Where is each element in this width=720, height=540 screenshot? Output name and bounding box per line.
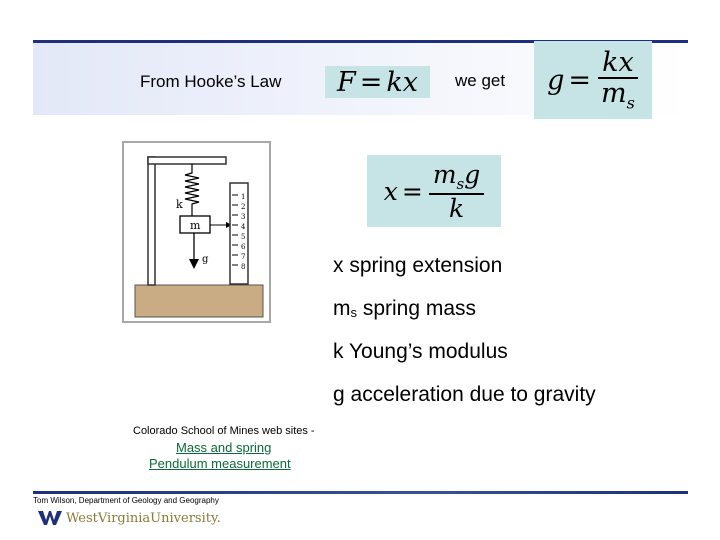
definition-ms [333,297,476,321]
support-post [148,157,155,285]
definition-ms-text: spring mass [357,297,477,320]
definition-g: g acceleration due to gravity [333,383,596,406]
x-equation [367,155,501,227]
source-credit-text: Colorado School of Mines web sites - [133,425,315,437]
equation-equals: = [359,66,383,98]
scale-tick-label: 5 [241,233,246,241]
scale-tick-label: 4 [241,223,246,231]
gravity-arrow-head [189,259,199,269]
equation-equals: = [401,176,423,206]
pendulum-measurement-link[interactable]: Pendulum measurement [149,456,291,471]
mass-subscript: s [626,93,635,113]
scale-tick-label: 1 [241,193,246,201]
scale-tick-label: 6 [241,243,246,251]
definition-k: k Young’s modulus [333,340,508,363]
fraction-denominator: k [448,193,465,223]
spring-coil [185,164,199,216]
mass-symbol: m [432,159,457,189]
ground-block [135,285,263,317]
definition-ms-subscript: s [350,305,357,320]
wv-flying-logo-icon [38,510,62,526]
equation-equals: = [568,64,592,96]
equation-rhs: kx [386,66,418,98]
spring-constant-label: k [176,198,183,211]
scale-tick-label: 2 [241,203,246,211]
bottom-divider-line [33,491,688,494]
author-credit: Tom Wilson, Department of Geology and Geography [33,496,219,505]
wvu-logo [38,508,221,528]
fraction-numerator: kx [598,49,638,79]
mass-symbol: m [601,77,627,109]
equation-lhs: F [337,66,356,98]
equation-fraction [597,46,639,113]
equation-lhs: g [547,64,565,96]
mass-subscript: s [456,174,465,193]
fraction-numerator [429,159,484,195]
spring-mass-illustration [124,143,269,321]
we-get-text: we get [455,71,506,90]
scale-tick-label: 3 [241,213,246,221]
definition-ms-symbol: m [333,297,351,320]
mass-and-spring-link[interactable]: Mass and spring [176,440,272,455]
scale-tick-label: 8 [241,263,246,271]
equation-lhs: x [383,176,398,206]
g-equation [534,41,652,119]
equation-fraction [429,159,484,223]
spring-mass-diagram [122,141,271,323]
fraction-denominator [597,79,639,111]
hooke-equation [325,66,430,98]
mass-label: m [190,219,201,232]
support-beam [148,157,226,164]
hookes-law-text: From Hooke’s Law [140,72,282,91]
scale-tick-label: 7 [241,253,246,261]
gravity-label: g [202,254,209,265]
gravity-symbol: g [464,159,481,189]
definition-x: x spring extension [333,254,503,277]
wvu-wordmark: WestVirginiaUniversity. [66,510,221,526]
